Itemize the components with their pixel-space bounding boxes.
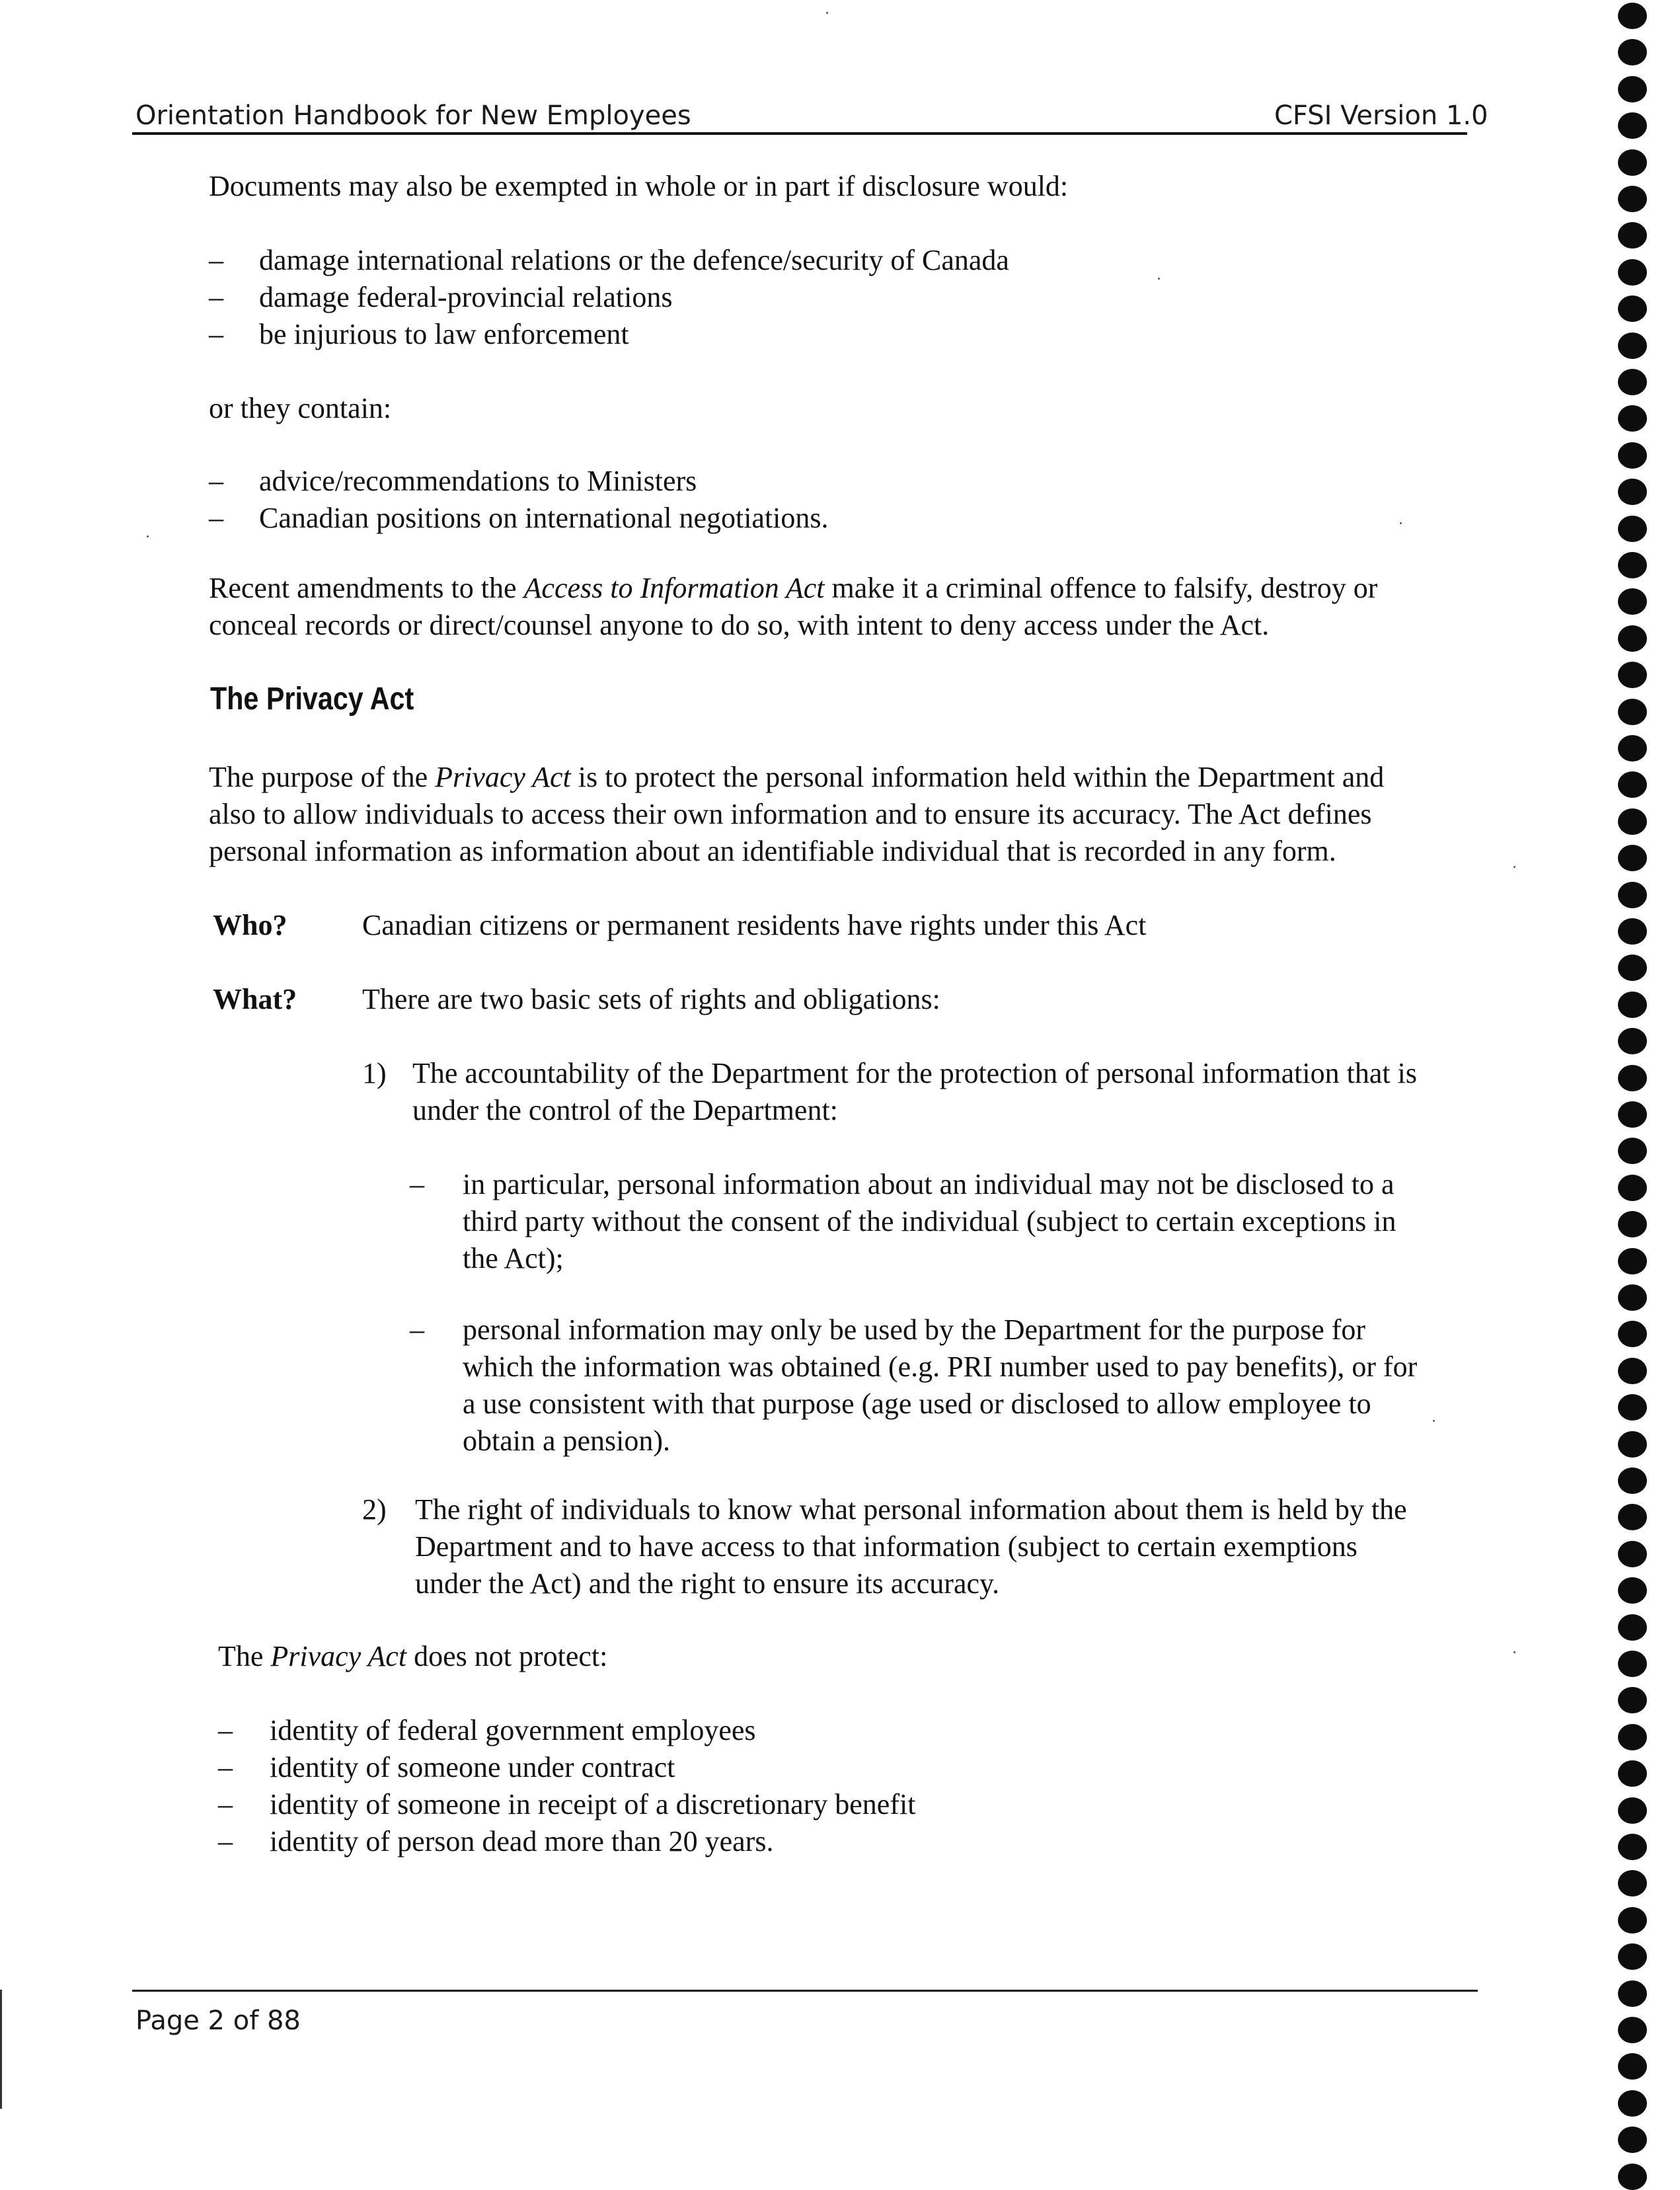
contain-item: advice/recommendations to Ministers <box>259 465 697 497</box>
amendments-line-1 <box>209 570 1377 607</box>
binding-hole <box>1618 808 1647 835</box>
dash-marker: – <box>209 502 223 534</box>
scan-speck <box>1513 866 1515 868</box>
not-protect-item: identity of someone in receipt of a discretionary benefit <box>270 1788 916 1820</box>
binding-hole <box>1618 222 1647 249</box>
binding-hole <box>1618 1394 1647 1421</box>
header-rule <box>132 132 1467 135</box>
sub-a-line: third party without the consent of the individual (subject to certain exceptions in <box>463 1205 1396 1237</box>
binding-hole <box>1618 1321 1647 1347</box>
binding-hole <box>1618 1101 1647 1128</box>
binding-hole <box>1618 1358 1647 1384</box>
page-number: Page 2 of 88 <box>135 2006 301 2036</box>
item-2-line-3: under the Act) and the right to ensure its accuracy. <box>415 1567 1000 1600</box>
binding-hole <box>1618 1980 1647 2007</box>
not-protect-item: identity of person dead more than 20 years. <box>270 1825 774 1858</box>
dash-marker: – <box>209 318 223 350</box>
exempt-item: damage international relations or the defence/security of Canada <box>259 244 1009 276</box>
binding-hole <box>1618 1834 1647 1860</box>
binding-hole <box>1618 2090 1647 2117</box>
purpose-text: The purpose of the <box>209 761 436 793</box>
sub-a-line: in particular, personal information about an individual may not be disclosed to a <box>463 1168 1394 1200</box>
binding-hole <box>1618 405 1647 432</box>
binding-hole <box>1618 186 1647 212</box>
scan-speck <box>147 535 149 537</box>
scan-speck <box>1400 522 1402 524</box>
amendments-text: Recent amendments to the <box>209 572 524 604</box>
not-protect-intro <box>218 1638 607 1675</box>
binding-hole <box>1618 1943 1647 1970</box>
dash-marker: – <box>410 1168 424 1200</box>
binding-hole <box>1618 992 1647 1018</box>
act-title: Privacy Act <box>270 1640 407 1672</box>
what-label: What? <box>213 983 297 1015</box>
binding-hole <box>1618 1687 1647 1713</box>
not-protect-text: The <box>218 1640 271 1672</box>
sub-b-line: which the information was obtained (e.g. PRI number used to pay benefits), or for <box>463 1350 1418 1383</box>
sub-b-line: obtain a pension). <box>463 1425 671 1457</box>
binding-hole <box>1618 2164 1647 2190</box>
dash-marker: – <box>218 1825 233 1858</box>
who-label: Who? <box>213 909 287 941</box>
binding-hole <box>1618 1870 1647 1897</box>
binding-hole <box>1618 295 1647 322</box>
not-protect-text: does not protect: <box>406 1640 608 1672</box>
dash-marker: – <box>218 1788 233 1820</box>
intro-paragraph: Documents may also be exempted in whole or in part if disclosure would: <box>209 170 1069 202</box>
sub-b-line: personal information may only be used by the Department for the purpose for <box>463 1313 1366 1346</box>
binding-hole <box>1618 735 1647 762</box>
amendments-line-2: conceal records or direct/counsel anyone to do so, with intent to deny access under the Act. <box>209 609 1270 641</box>
sub-b-line: a use consistent with that purpose (age used or disclosed to allow employee to <box>463 1388 1371 1420</box>
binding-hole <box>1618 149 1647 176</box>
footer-rule <box>132 1990 1478 1992</box>
item-2-line-2: Department and to have access to that information (subject to certain exemptions <box>415 1530 1357 1563</box>
item-number: 2) <box>362 1493 387 1526</box>
dash-marker: – <box>218 1714 233 1746</box>
binding-hole <box>1618 76 1647 102</box>
binding-hole <box>1618 1284 1647 1311</box>
not-protect-item: identity of someone under contract <box>270 1751 675 1783</box>
scan-edge-mark <box>0 1990 2 2109</box>
binding-hole <box>1618 1541 1647 1567</box>
binding-holes <box>1618 0 1658 2187</box>
binding-hole <box>1618 369 1647 395</box>
item-2-line-1: The right of individuals to know what personal information about them is held by the <box>415 1493 1407 1526</box>
binding-hole <box>1618 1431 1647 1458</box>
act-title: Privacy Act <box>435 761 571 793</box>
scan-speck <box>1513 1651 1515 1653</box>
purpose-line-1 <box>209 759 1384 796</box>
binding-hole <box>1618 3 1647 29</box>
header-title: Orientation Handbook for New Employees <box>135 100 691 131</box>
section-heading: The Privacy Act <box>210 682 414 717</box>
binding-hole <box>1618 479 1647 505</box>
binding-hole <box>1618 1614 1647 1641</box>
binding-hole <box>1618 1651 1647 1677</box>
binding-hole <box>1618 1760 1647 1787</box>
contain-item: Canadian positions on international negotiations. <box>259 502 829 534</box>
dash-marker: – <box>218 1751 233 1783</box>
purpose-line-2: also to allow individuals to access their own information and to ensure its accuracy. The Act defines <box>209 798 1372 830</box>
who-text: Canadian citizens or permanent residents have rights under this Act <box>362 909 1147 941</box>
header-version: CFSI Version 1.0 <box>1274 100 1488 131</box>
binding-hole <box>1618 771 1647 798</box>
binding-hole <box>1618 1504 1647 1530</box>
binding-hole <box>1618 1248 1647 1274</box>
sub-a-line: the Act); <box>463 1242 564 1274</box>
binding-hole <box>1618 2127 1647 2153</box>
purpose-line-3: personal information as information about an identifiable individual that is recorded in any form. <box>209 835 1336 867</box>
binding-hole <box>1618 955 1647 981</box>
contain-intro: or they contain: <box>209 392 392 424</box>
not-protect-item: identity of federal government employees <box>270 1714 756 1746</box>
item-1-line-2: under the control of the Department: <box>412 1094 838 1126</box>
binding-hole <box>1618 845 1647 871</box>
binding-hole <box>1618 625 1647 652</box>
what-text: There are two basic sets of rights and obligations: <box>362 983 940 1015</box>
binding-hole <box>1618 516 1647 542</box>
binding-hole <box>1618 662 1647 688</box>
exempt-item: be injurious to law enforcement <box>259 318 629 350</box>
binding-hole <box>1618 442 1647 469</box>
binding-hole <box>1618 2053 1647 2080</box>
binding-hole <box>1618 112 1647 139</box>
binding-hole <box>1618 1577 1647 1604</box>
purpose-text: is to protect the personal information held within the Department and <box>570 761 1385 793</box>
binding-hole <box>1618 332 1647 359</box>
binding-hole <box>1618 1065 1647 1091</box>
exempt-item: damage federal-provincial relations <box>259 281 673 313</box>
binding-hole <box>1618 918 1647 945</box>
dash-marker: – <box>410 1313 424 1346</box>
binding-hole <box>1618 1028 1647 1054</box>
item-number: 1) <box>362 1057 387 1089</box>
scan-speck <box>826 12 828 14</box>
binding-hole <box>1618 1138 1647 1164</box>
binding-hole <box>1618 39 1647 65</box>
scan-speck <box>1433 1420 1435 1422</box>
dash-marker: – <box>209 465 223 497</box>
amendments-text: make it a criminal offence to falsify, destroy or <box>824 572 1378 604</box>
binding-hole <box>1618 699 1647 725</box>
binding-hole <box>1618 1724 1647 1750</box>
dash-marker: – <box>209 281 223 313</box>
binding-hole <box>1618 1797 1647 1824</box>
binding-hole <box>1618 259 1647 286</box>
binding-hole <box>1618 588 1647 615</box>
dash-marker: – <box>209 244 223 276</box>
binding-hole <box>1618 2017 1647 2043</box>
scan-speck <box>1158 278 1160 280</box>
binding-hole <box>1618 1467 1647 1494</box>
binding-hole <box>1618 1175 1647 1201</box>
binding-hole <box>1618 1907 1647 1934</box>
binding-hole <box>1618 882 1647 908</box>
binding-hole <box>1618 552 1647 578</box>
act-title: Access to Information Act <box>523 572 825 604</box>
item-1-line-1: The accountability of the Department for the protection of personal information that is <box>412 1057 1417 1089</box>
binding-hole <box>1618 1211 1647 1237</box>
